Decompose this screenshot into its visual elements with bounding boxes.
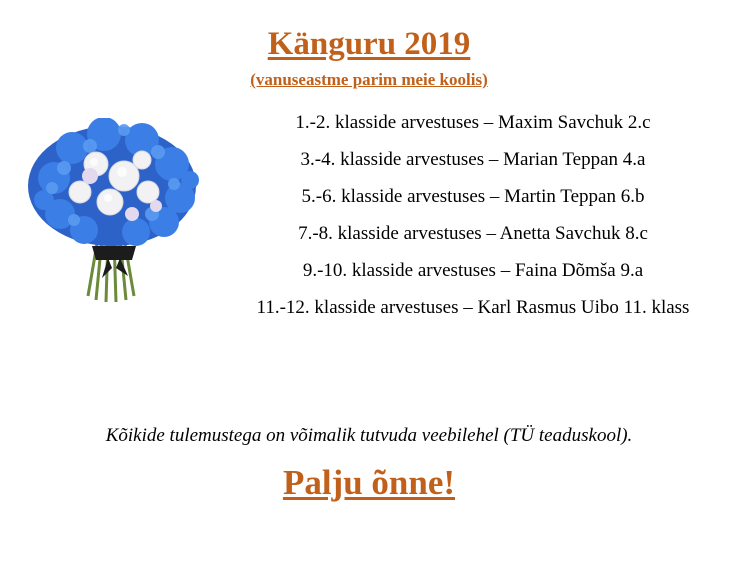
result-item: 5.-6. klasside arvestuses – Martin Teppan 6.b (301, 186, 645, 207)
result-item: 1.-2. klasside arvestuses – Maxim Savchuk 2.c (295, 112, 651, 133)
results-list (222, 104, 724, 326)
result-item: 11.-12. klasside arvestuses – Karl Rasmus Uibo 11. klass (256, 297, 690, 318)
page-title: Känguru 2019 (267, 26, 471, 62)
result-item: 3.-4. klasside arvestuses – Marian Teppan 4.a (300, 149, 646, 170)
result-item: 7.-8. klasside arvestuses – Anetta Savchuk 8.c (298, 223, 648, 244)
congratulations-heading: Palju õnne! (282, 463, 456, 502)
results-note: Kõikide tulemustega on võimalik tutvuda veebilehel (TÜ teaduskool). (105, 425, 633, 446)
result-item: 9.-10. klasside arvestuses – Faina Dõmša 9.a (302, 260, 644, 281)
page-subtitle: (vanuseastme parim meie koolis) (250, 70, 488, 89)
flower-bouquet-icon (24, 118, 202, 308)
bouquet-ribbon (92, 246, 136, 260)
